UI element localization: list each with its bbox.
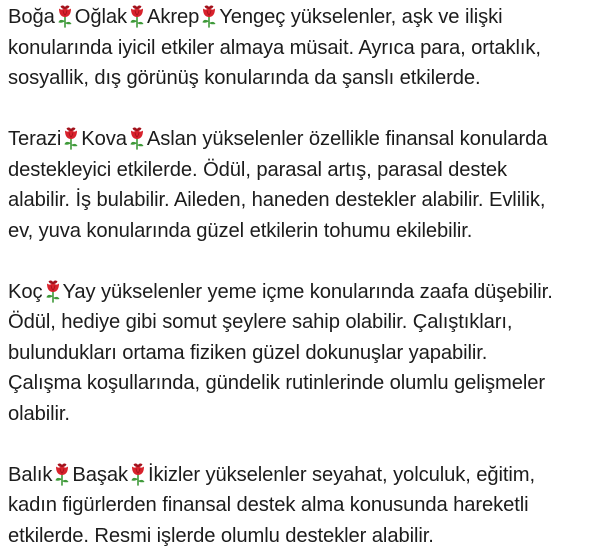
text-segment: olabilir. [8, 403, 70, 425]
text-segment: Balık [8, 464, 52, 486]
text-segment: Koç [8, 281, 43, 303]
text-segment: Yay yükselenler yeme içme konularında zaafa düşebilir. [63, 281, 553, 303]
text-segment: Ödül, hediye gibi somut şeylere sahip olabilir. Çalıştıkları, [8, 311, 512, 333]
text-segment: Akrep [147, 6, 199, 28]
text-segment: alabilir. İş bulabilir. Aileden, haneden destekler alabilir. Evlilik, [8, 189, 545, 211]
rose-emoji-icon [62, 126, 80, 150]
rose-emoji-icon [56, 4, 74, 28]
text-segment: destekleyici etkilerde. Ödül, parasal artış, parasal destek [8, 159, 507, 181]
paragraph [8, 277, 592, 430]
rose-emoji-icon [128, 4, 146, 28]
text-line [8, 277, 592, 308]
text-line [8, 338, 592, 369]
text-line [8, 307, 592, 338]
text-line [8, 124, 592, 155]
rose-emoji-icon [53, 462, 71, 486]
text-line [8, 2, 592, 33]
text-segment: kadın figürlerden finansal destek alma konusunda hareketli [8, 494, 529, 516]
paragraph [8, 2, 592, 94]
text-segment: sosyallik, dış görünüş konularında da şanslı etkilerde. [8, 67, 481, 89]
rose-emoji-icon [129, 462, 147, 486]
text-segment: Yengeç yükselenler, aşk ve ilişki [219, 6, 502, 28]
text-segment: etkilerde. Resmi işlerde olumlu destekler alabilir. [8, 525, 434, 547]
text-segment: Aslan yükselenler özellikle finansal konularda [147, 128, 548, 150]
text-line [8, 490, 592, 521]
text-segment: İkizler yükselenler seyahat, yolculuk, eğitim, [148, 464, 535, 486]
text-line [8, 368, 592, 399]
text-line [8, 63, 592, 94]
post-text [8, 2, 592, 551]
text-segment: ev, yuva konularında güzel etkilerin tohumu ekilebilir. [8, 220, 472, 242]
text-segment: bulundukları ortama fiziken güzel dokunuşlar yapabilir. [8, 342, 487, 364]
rose-emoji-icon [200, 4, 218, 28]
text-line [8, 155, 592, 186]
text-line [8, 521, 592, 551]
text-segment: Başak [72, 464, 128, 486]
text-line [8, 399, 592, 430]
text-line [8, 460, 592, 491]
text-line [8, 185, 592, 216]
text-segment: konularında iyicil etkiler almaya müsait. Ayrıca para, ortaklık, [8, 37, 541, 59]
text-segment: Terazi [8, 128, 61, 150]
paragraph [8, 460, 592, 551]
text-segment: Çalışma koşullarında, gündelik rutinlerinde olumlu gelişmeler [8, 372, 545, 394]
text-segment: Kova [81, 128, 127, 150]
rose-emoji-icon [128, 126, 146, 150]
text-line [8, 33, 592, 64]
text-line [8, 216, 592, 247]
text-segment: Oğlak [75, 6, 127, 28]
rose-emoji-icon [44, 279, 62, 303]
paragraph [8, 124, 592, 246]
text-segment: Boğa [8, 6, 55, 28]
